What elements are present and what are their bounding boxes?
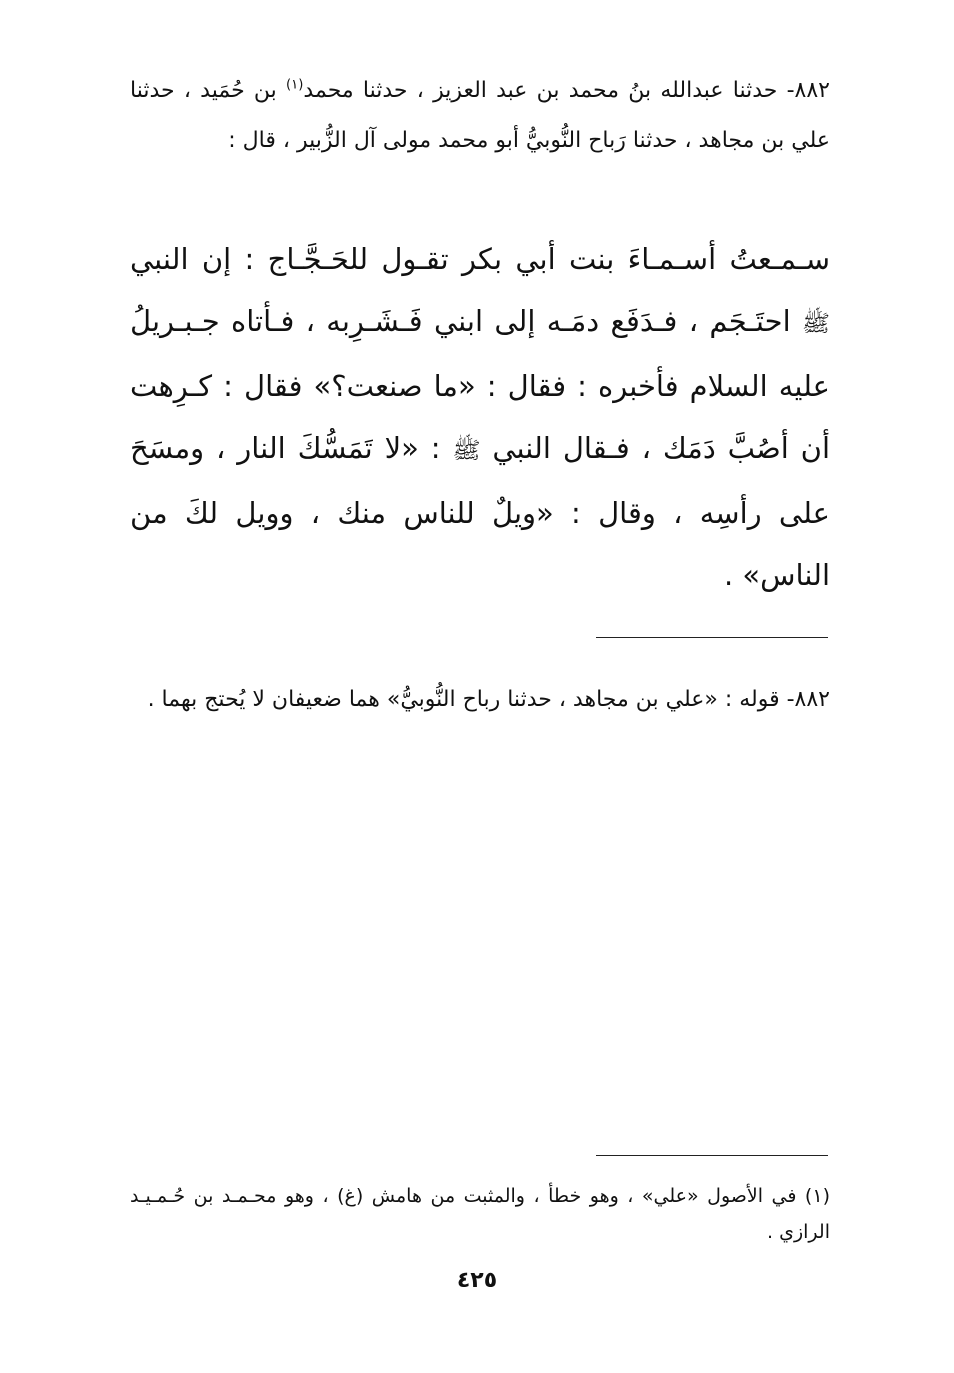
footnote-divider bbox=[596, 1155, 828, 1156]
matn-part-2: احتَـجَم ، فـدَفَع دمَـه إلى ابني فَـشَـرِبه ، فـأتاه جـبـريلُ عليه السلام فأخبره : فقال : «ما صنعت؟» فقال : كـرِهت أن أصُبَّ دَمَك ، فـقال النبي bbox=[130, 304, 831, 465]
isnad-continuation: حُمَيد ، حدثنا علي بن مجاهد ، حدثنا رَباح النُّوبيُّ أبو محمد مولى آل الزُّبير ، قال : bbox=[130, 78, 830, 153]
isnad-line-start: ٨٨٢- حدثنا عبدالله بنُ محمد بن عبد العزيز ، حدثنا محمد bbox=[303, 78, 830, 103]
matn-part-1: سـمـعتُ أسـمـاءَ بنت أبي بكر تقـول للحَـجَّـاج : إن النبي bbox=[130, 242, 830, 276]
hadith-isnad bbox=[130, 66, 830, 166]
commentary-text: ٨٨٢- قوله : «علي بن مجاهد ، حدثنا رباح النُّوبيُّ» هما ضعيفان لا يُحتج بهما . bbox=[147, 687, 830, 712]
commentary-divider bbox=[596, 637, 828, 638]
footnote bbox=[130, 1178, 830, 1250]
footnote-reference: (١) bbox=[286, 77, 304, 93]
matn-part-3: : «لا تَمَسُّكَ النار ، ومسَحَ على رأسِه ، وقال : «ويلٌ للناس منك ، وويل لكَ من الناس» . bbox=[130, 431, 830, 592]
salutation-symbol: ﷺ bbox=[801, 310, 830, 337]
page-number: ٤٢٥ bbox=[456, 1268, 498, 1293]
hadith-matn bbox=[130, 228, 830, 606]
isnad-line-end: بن bbox=[253, 78, 287, 103]
commentary-note bbox=[130, 672, 830, 728]
salutation-symbol: ﷺ bbox=[452, 437, 481, 464]
footnote-text: (١) في الأصول «علي» ، وهو خطأ ، والمثبت من هامش (غ) ، وهو محـمـد بن حُـمـيـد الرازي . bbox=[130, 1185, 830, 1243]
